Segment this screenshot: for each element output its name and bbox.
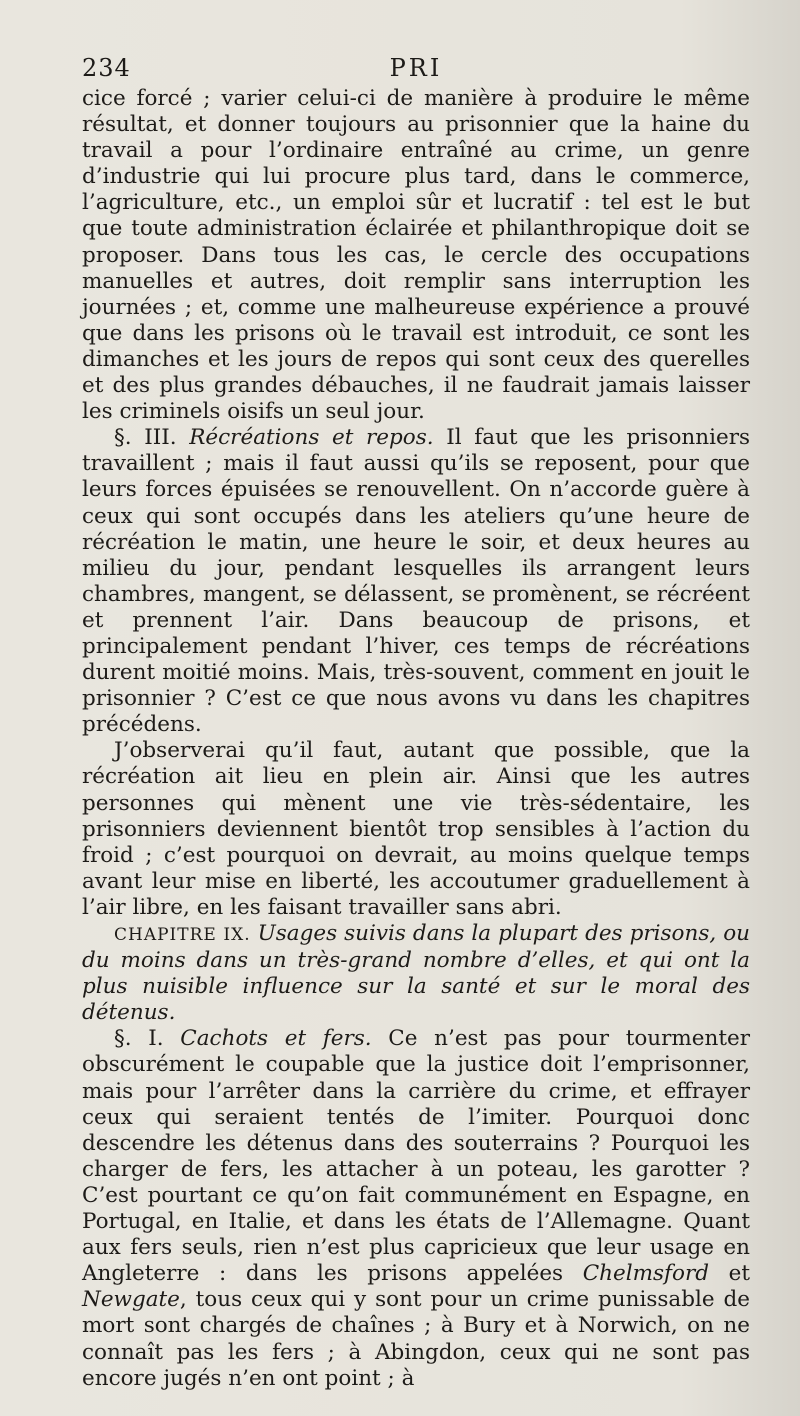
paragraph-3	[82, 738, 750, 921]
chapter-label: CHAPITRE IX.	[114, 925, 251, 945]
section-number: §. III.	[114, 425, 177, 451]
section-cachots	[82, 1026, 750, 1391]
paragraph-1	[82, 86, 750, 425]
paragraph-text: Il faut que les prisonniers travaillent ; mais il faut aussi qu’ils se reposent, pour que leurs forces épuisées se renouvellent. On n’accorde guère à ceux qui sont occupés dans les ateliers qu’une heure de récréation le matin, une heure le soir, et deux heures au milieu du jour, pendant lesquelles ils arrangent leurs chambres, mangent, se délassent, se promènent, se récréent et prennent l’air. Dans beaucoup de prisons, et principalement pendant l’hiver, ces temps de récréations durent moitié moins. Mais, très-souvent, comment en jouit le prisonnier ? C’est ce que nous avons vu dans les chapitres précédens.	[82, 425, 751, 738]
page-number: 234	[82, 54, 131, 82]
page-header	[82, 54, 750, 86]
place-name: Newgate	[82, 1287, 180, 1313]
section-heading: Cachots et fers.	[180, 1026, 372, 1052]
section-number: §. I.	[114, 1026, 164, 1052]
running-head: PRI	[389, 54, 443, 82]
paragraph-text: , tous ceux qui y sont pour un crime punissable de mort sont chargés de chaînes ; à Bury et à Norwich, on ne connaît pas les fers ; à Abingdon, ceux qui ne sont pas encore jugés n’en ont point ; à	[82, 1287, 750, 1391]
section-heading: Récréations et repos.	[189, 425, 434, 451]
section-recreations	[82, 425, 750, 738]
paragraph-text: J’observerai qu’il faut, autant que possible, que la récréation ait lieu en plein air. Ainsi que les autres personnes qui mènent une vie très-sédentaire, les prisonniers deviennent bientôt trop sensibles à l’action du froid ; c’est pourquoi on devrait, au moins quelque temps avant leur mise en liberté, les accoutumer graduellement à l’air libre, en les faisant travailler sans abri.	[82, 738, 750, 920]
conjunction: et	[728, 1261, 750, 1287]
body-text	[82, 86, 750, 1392]
paragraph-text: Ce n’est pas pour tourmenter obscurément le coupable que la justice doit l’emprisonner, mais pour l’arrêter dans la carrière du crime, et effrayer ceux qui seraient tentés de l’imiter. Pourquoi donc descendre les détenus dans des souterrains ? Pourquoi les charger de fers, les attacher à un poteau, les garotter ? C’est pourtant ce qu’on fait communément en Espagne, en Portugal, en Italie, et dans les états de l’Allemagne. Quant aux fers seuls, rien n’est plus capricieux que leur usage en Angleterre : dans les prisons appelées	[82, 1026, 751, 1287]
place-name: Chelmsford	[582, 1261, 709, 1287]
chapter-heading	[82, 921, 750, 1026]
chapter-title: Usages suivis dans la plupart des prisons, ou du moins dans un très-grand nombre d’elles, et qui ont la plus nuisible influence sur la santé et sur le moral des détenus.	[82, 921, 750, 1026]
paragraph-text: cice forcé ; varier celui-ci de manière à produire le même résultat, et donner toujours au prisonnier que la haine du travail a pour l’ordinaire entraîné au crime, un genre d’industrie qui lui procure plus tard, dans le commerce, l’agriculture, etc., un emploi sûr et lucratif : tel est le but que toute administration éclairée et philanthropique doit se proposer. Dans tous les cas, le cercle des occupations manuelles et autres, doit remplir sans interruption les journées ; et, comme une malheureuse expérience a prouvé que dans les prisons où le travail est introduit, ce sont les dimanches et les jours de repos qui sont ceux des querelles et des plus grandes débauches, il ne faudrait jamais laisser les criminels oisifs un seul jour.	[82, 86, 750, 425]
